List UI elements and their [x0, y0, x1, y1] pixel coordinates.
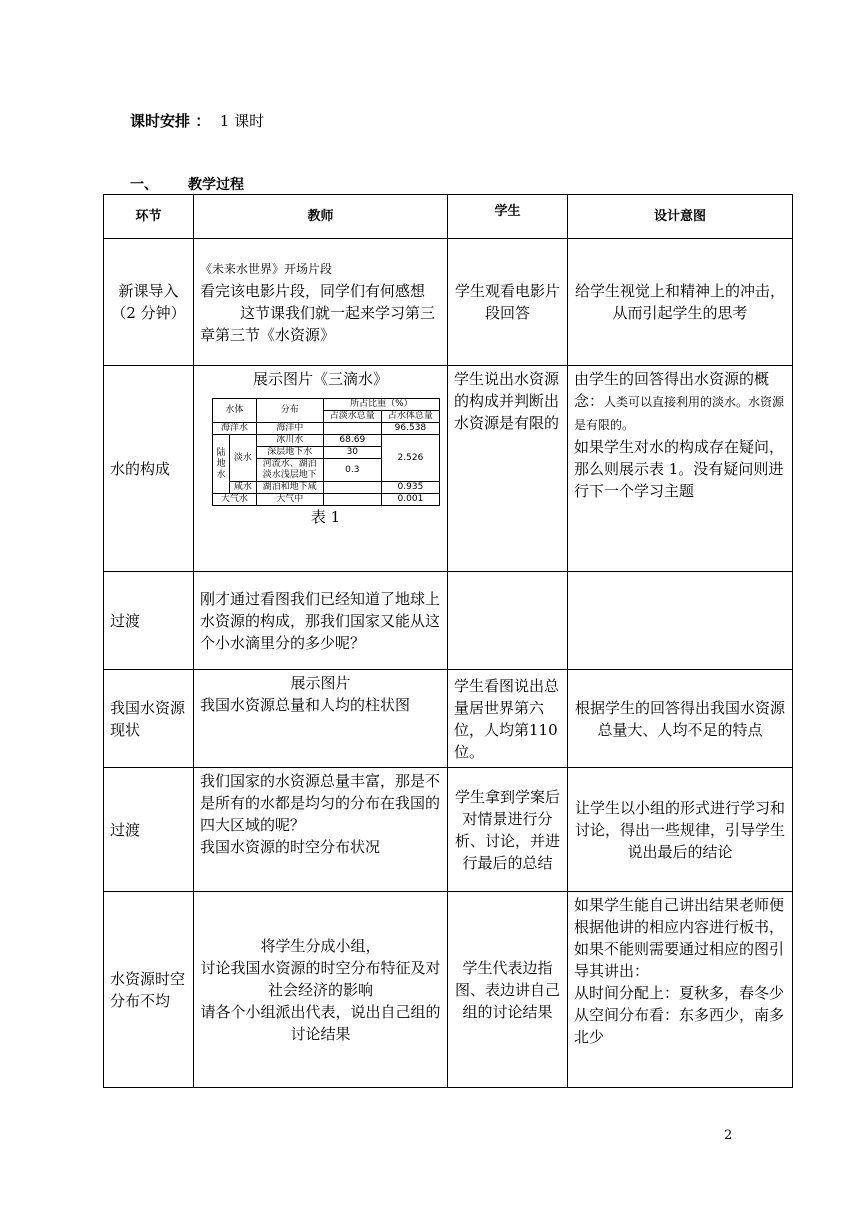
row-stage: 过渡	[104, 768, 194, 892]
table-row	[104, 572, 793, 670]
row-stage: 新课导入（2 分钟）	[104, 239, 194, 366]
teacher-line: 我们国家的水资源总量丰富，那是不是所有的水都是均匀的分布在我国的四大区域的呢？	[200, 772, 441, 834]
table-row	[104, 892, 793, 1088]
teacher-line: 展示图片《三滴水》	[252, 370, 388, 388]
row-student: 学生说出水资源的构成并判断出水资源是有限的	[448, 366, 568, 572]
teacher-line: 我国水资源总量和人均的柱状图	[200, 696, 411, 714]
teacher-clip-title: 《未来水世界》开场片段	[200, 262, 333, 276]
row-stage: 我国水资源现状	[104, 670, 194, 768]
row-student: 学生观看电影片段回答	[448, 239, 568, 366]
wt-river-dist: 河流水、湖泊淡水浅层地下	[256, 459, 323, 482]
row-intent	[568, 892, 793, 1088]
header-intent: 设计意图	[568, 195, 793, 239]
row-stage: 水的构成	[104, 366, 194, 572]
table-row	[104, 768, 793, 892]
row-student	[448, 572, 568, 670]
row-stage: 水资源时空分布不均	[104, 892, 194, 1088]
wt-glacier-fresh: 68.69	[323, 435, 381, 447]
wt-h-dist: 分布	[256, 399, 323, 423]
teacher-line: 请各个小组派出代表，说出自己组的讨论结果	[200, 1002, 441, 1043]
row-teacher	[194, 892, 448, 1088]
wt-glacier-dist: 冰川水	[256, 435, 323, 447]
wt-h-ratio: 所占比重（%）	[323, 399, 439, 411]
teacher-line: 将学生分成小组，	[260, 936, 381, 955]
wt-land: 陆地水	[213, 435, 230, 494]
wt-h-total: 占水体总量	[381, 411, 439, 423]
intent-line: 从时间分配上：夏秋多，春冬少	[574, 984, 785, 1002]
header-student: 学生	[448, 195, 568, 239]
table-row	[104, 366, 793, 572]
row-intent: 让学生以小组的形式进行学习和讨论，得出一些规律，引导学生说出最后的结论	[568, 768, 793, 892]
wt-air-body: 大气水	[213, 494, 257, 506]
teaching-process-table	[103, 194, 793, 1088]
intent-line: 从空间分布看：东多西少，南多北少	[574, 1006, 785, 1046]
teacher-line: 我国水资源的时空分布状况	[200, 838, 381, 856]
wt-fresh-total: 2.526	[381, 435, 439, 482]
table-header-row	[104, 195, 793, 239]
wt-ocean-total: 96.538	[381, 423, 439, 435]
row-intent	[568, 366, 793, 572]
wt-air-total: 0.001	[381, 494, 439, 506]
teacher-line: 看完该电影片段，同学们有何感想	[200, 282, 426, 300]
water-composition-table	[212, 398, 440, 506]
wt-h-body: 水体	[213, 399, 257, 423]
row-teacher	[194, 366, 448, 572]
wt-salt-total: 0.935	[381, 482, 439, 494]
schedule-label: 课时安排 ：	[130, 112, 211, 130]
row-student: 学生代表边指图、表边讲自己组的讨论结果	[448, 892, 568, 1088]
section-number: 一、	[130, 177, 158, 193]
row-teacher	[194, 239, 448, 366]
row-teacher	[194, 768, 448, 892]
wt-ocean-dist: 海洋中	[256, 423, 323, 435]
intent-line: 如果学生能自己讲出结果老师便根据他讲的相应内容进行板书，如果不能则需要通过相应的图引导其讲出：	[574, 896, 785, 980]
teacher-line-indent: 这节课我们就一起来学习第三章第三节《水资源》	[200, 304, 436, 344]
wt-deep-fresh: 30	[323, 447, 381, 459]
wt-air-dist: 大气中	[256, 494, 323, 506]
row-intent	[568, 572, 793, 670]
table-row	[104, 670, 793, 768]
wt-h-fresh: 占淡水总量	[323, 411, 381, 423]
schedule-value: 1 课时	[219, 112, 265, 130]
wt-salt-dist: 湖泊和地下咸	[256, 482, 323, 494]
section-title: 教学过程	[188, 177, 244, 193]
header-stage: 环节	[104, 195, 194, 239]
table-caption: 表 1	[310, 508, 341, 526]
row-teacher	[194, 670, 448, 768]
row-intent: 根据学生的回答得出我国水资源总量大、人均不足的特点	[568, 670, 793, 768]
row-intent: 给学生视觉上和精神上的冲击，从而引起学生的思考	[568, 239, 793, 366]
teacher-line: 讨论我国水资源的时空分布特征及对社会经济的影响	[200, 958, 441, 999]
intent-line: 由学生的回答得出水资源的概念：	[574, 370, 770, 410]
row-student: 学生看图说出总量居世界第六位，人均第110 位。	[448, 670, 568, 768]
row-teacher: 刚才通过看图我们已经知道了地球上水资源的构成，那我们国家又能从这个小水滴里分的多少呢？	[194, 572, 448, 670]
wt-fresh: 淡水	[230, 435, 257, 482]
wt-river-fresh: 0.3	[323, 459, 381, 482]
wt-salt-body: 咸水	[230, 482, 257, 494]
table-row	[104, 239, 793, 366]
intent-line: 如果学生对水的构成存在疑问，那么则展示表 1。没有疑问则进行下一个学习主题	[574, 438, 785, 500]
wt-deep-dist: 深层地下水	[256, 447, 323, 459]
schedule-line	[130, 110, 264, 131]
wt-ocean-body: 海洋水	[213, 423, 257, 435]
intent-line-small: 人类可以直接利用的淡水。水资源是有限的。	[574, 395, 785, 432]
row-student: 学生拿到学案后对情景进行分析、讨论，并进行最后的总结	[448, 768, 568, 892]
page-number: 2	[724, 1128, 733, 1143]
row-stage: 过渡	[104, 572, 194, 670]
header-teacher: 教师	[194, 195, 448, 239]
section-heading	[130, 174, 244, 194]
teacher-line: 展示图片	[290, 674, 351, 692]
